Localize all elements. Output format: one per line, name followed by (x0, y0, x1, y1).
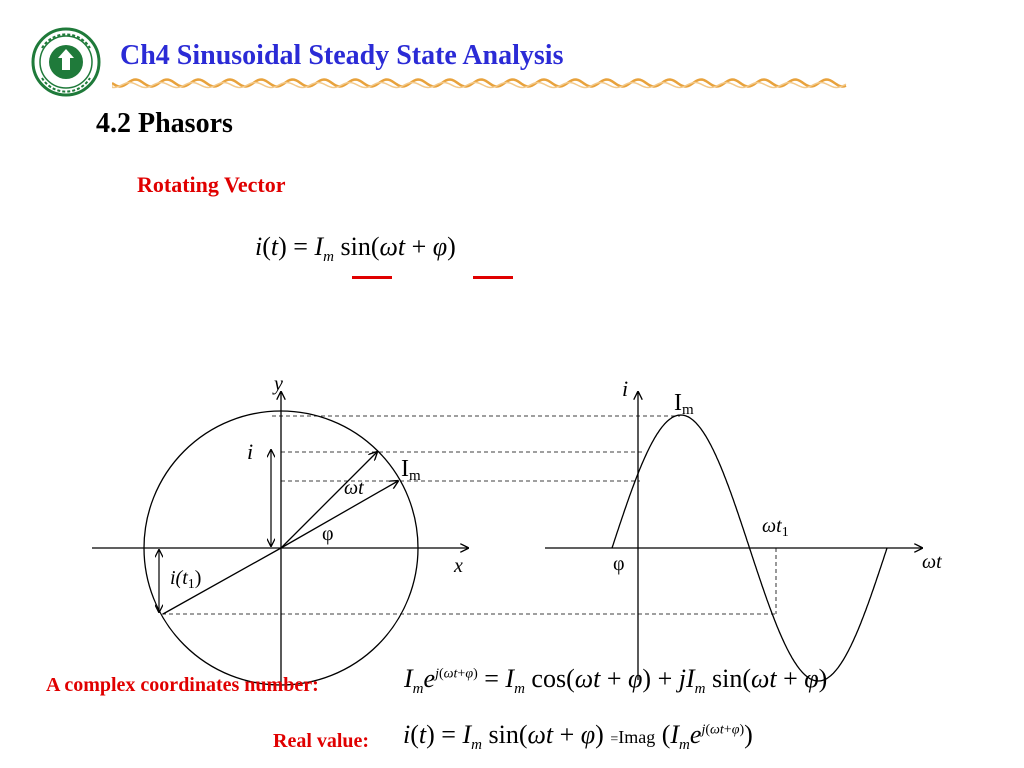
x-axis-label: x (454, 555, 463, 577)
wt1-label: $\omega t_1$ (762, 515, 789, 540)
section-heading: 4.2 Phasors (96, 108, 233, 139)
complex-number-label: A complex coordinates number: (46, 674, 319, 696)
phase-underline-mark (473, 276, 513, 279)
subsection-heading: Rotating Vector (137, 172, 286, 197)
real-value-label: Real value: (273, 730, 370, 752)
projection-lines (162, 416, 776, 614)
phi-label: φ (322, 523, 334, 545)
it1-label: $i(t_1)$ (170, 567, 202, 592)
vector-at-zero (281, 481, 398, 548)
i-axis-label: i (622, 376, 629, 401)
university-logo (30, 22, 102, 102)
wt-axis-label: ωt (922, 551, 942, 573)
main-equation: $i(t) = I_m$ sin(ωt + φ) (255, 232, 456, 266)
real-value-equation: $i(t) = I_m$ sin(ωt + φ) =Imag $(I_me^{j(\omega t+\varphi)})$ (403, 720, 753, 754)
im-label-left: Im (401, 456, 421, 484)
title-wavy-underline (112, 76, 847, 90)
y-axis-label: y (274, 373, 283, 395)
im-underline-mark (352, 276, 392, 279)
phasor-diagram (0, 370, 1024, 700)
slide-title: Ch4 Sinusoidal Steady State Analysis (120, 40, 564, 71)
i-label: i (247, 439, 254, 464)
complex-equation: $I_me^{j(\omega t+\varphi)} = I_m$ $\cos(\omega t + \varphi) + jI_m$ sin(ωt + φ) (404, 664, 828, 698)
omega-t-label: ωt (344, 477, 364, 499)
im-label-right: Im (674, 390, 694, 418)
phi-label-right: φ (613, 553, 625, 575)
